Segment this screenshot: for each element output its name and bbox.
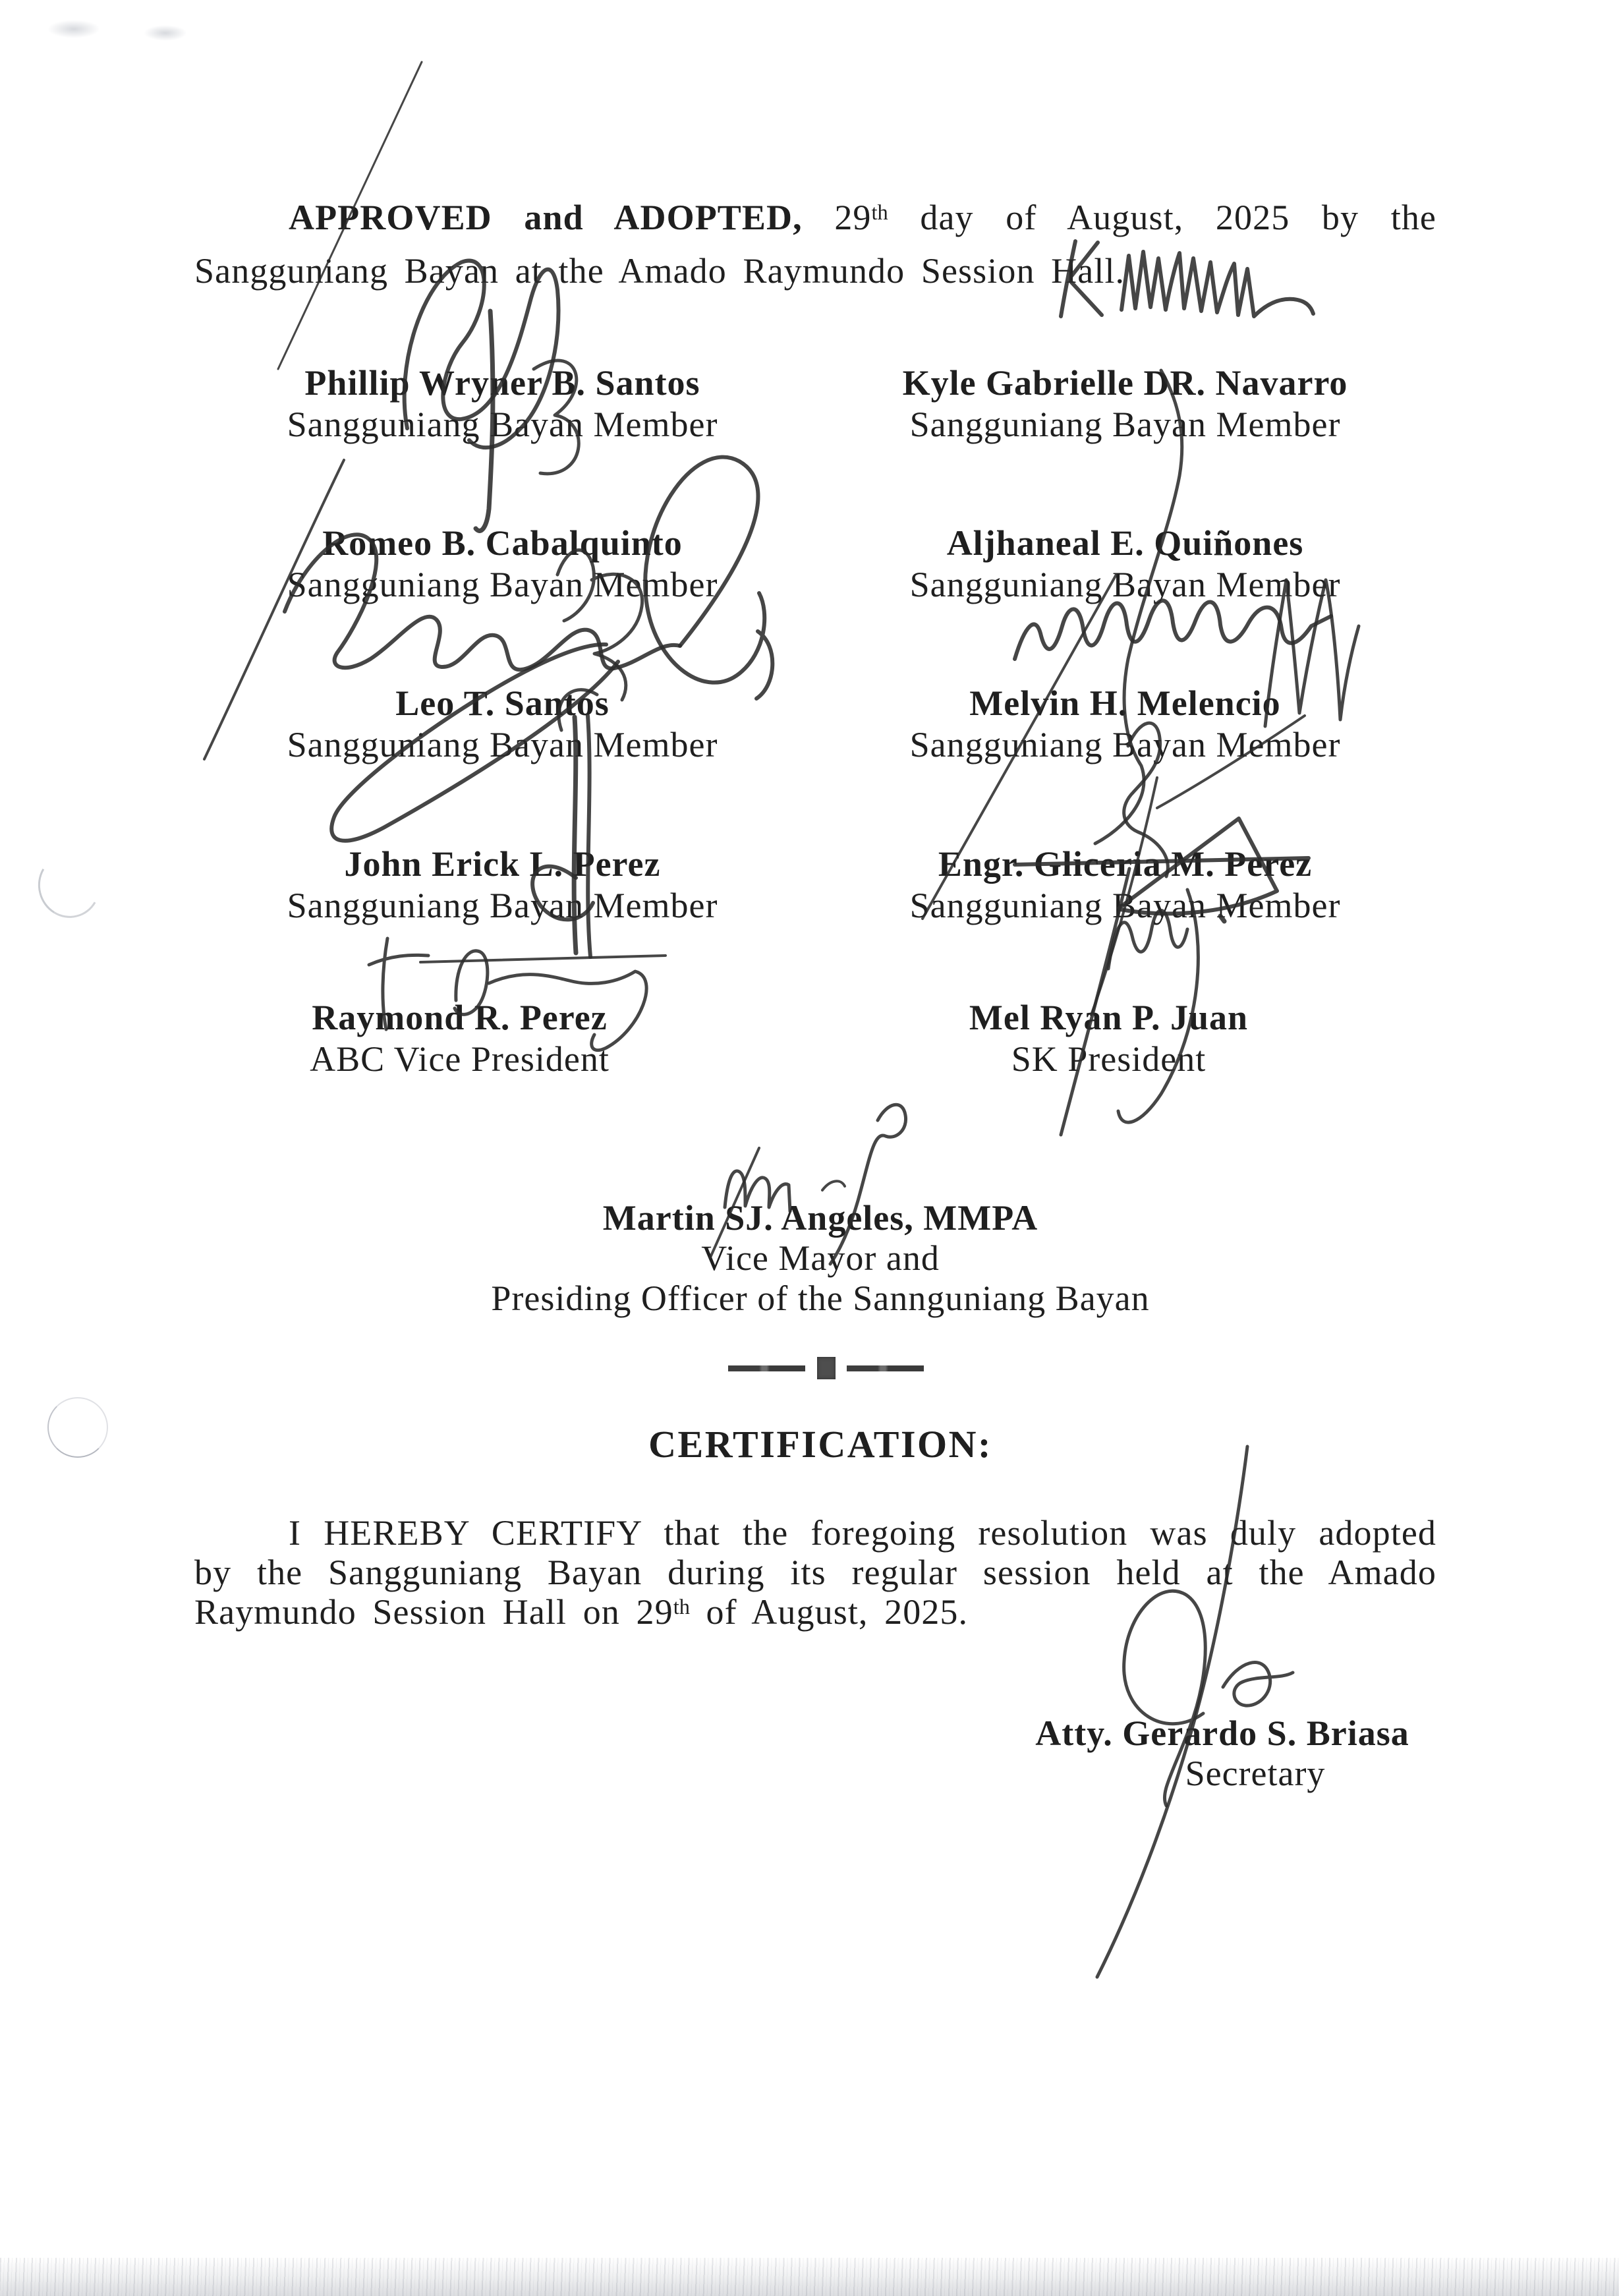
signatory-name: John Erick L. Perez — [344, 844, 661, 884]
signatory-role: Sangguniang Bayan Member — [287, 886, 718, 925]
presiding-officer-block — [194, 1198, 1446, 1319]
signatory-block-raymond-perez — [152, 997, 768, 1080]
punch-hole-ring-artifact — [32, 847, 107, 925]
approval-paragraph — [194, 194, 1436, 295]
signatory-role: SK President — [1011, 1039, 1207, 1079]
signatory-role: Sangguniang Bayan Member — [287, 405, 718, 444]
punch-hole-ring-artifact — [47, 1397, 108, 1458]
certification-line-2: by the Sangguniang Bayan during its regular session held at the Amado — [194, 1553, 1436, 1592]
presiding-officer-name: Martin SJ. Angeles, MMPA — [602, 1198, 1038, 1238]
divider-dash-right — [847, 1365, 924, 1371]
signatory-role: Sangguniang Bayan Member — [287, 725, 718, 764]
signatory-name: Romeo B. Cabalquinto — [322, 523, 683, 563]
signatory-block-mel-ryan-juan — [794, 997, 1423, 1080]
signatory-block-romeo-cabalquinto — [194, 523, 810, 606]
signatory-name: Raymond R. Perez — [312, 998, 608, 1037]
signatory-role: Sangguniang Bayan Member — [287, 565, 718, 604]
secretary-block — [959, 1713, 1486, 1794]
signatory-role: Sangguniang Bayan Member — [909, 725, 1341, 764]
approval-line-1-rest: day of August, 2025 by the — [888, 198, 1436, 237]
scan-smudge — [144, 25, 187, 41]
certification-heading: CERTIFICATION: — [648, 1423, 992, 1466]
ordinal-suffix: th — [871, 201, 888, 225]
signatory-name: Phillip Wryner B. Santos — [304, 363, 700, 403]
scan-smudge — [47, 20, 100, 38]
certification-paragraph — [194, 1513, 1436, 1637]
certification-line-3-pre: Raymundo Session Hall on 29 — [194, 1592, 673, 1632]
signatory-block-aljhaneal-quinones — [810, 523, 1440, 606]
certification-line-1: I HEREBY CERTIFY that the foregoing resolution was duly adopted — [289, 1513, 1436, 1553]
signatory-role: ABC Vice President — [310, 1039, 610, 1079]
approval-line-1 — [194, 194, 1436, 247]
ordinal-suffix: th — [673, 1595, 690, 1620]
signatory-name: Kyle Gabrielle DR. Navarro — [902, 363, 1348, 403]
divider-dash-left — [728, 1365, 805, 1371]
certification-line-3-post: of August, 2025. — [689, 1592, 969, 1632]
presiding-officer-role-line-1: Vice Mayor and — [701, 1238, 940, 1278]
secretary-role: Secretary — [1185, 1754, 1326, 1793]
approval-day-number: 29 — [802, 198, 872, 237]
section-divider — [728, 1355, 924, 1381]
signatory-block-kyle-navarro — [810, 362, 1440, 445]
signatory-block-melvin-melencio — [810, 683, 1440, 766]
divider-square — [817, 1357, 836, 1379]
signatory-name: Melvin H. Melencio — [969, 683, 1281, 723]
signatory-name: Mel Ryan P. Juan — [969, 998, 1249, 1037]
signatory-block-gliceria-perez — [810, 844, 1440, 927]
approval-line-2: Sangguniang Bayan at the Amado Raymundo Session Hall. — [194, 251, 1125, 291]
secretary-name: Atty. Gerardo S. Briasa — [1035, 1713, 1409, 1753]
signatory-role: Sangguniang Bayan Member — [909, 565, 1341, 604]
signatory-name: Leo T. Santos — [395, 683, 610, 723]
bottom-scan-noise — [0, 2258, 1619, 2296]
signatory-block-leo-santos — [194, 683, 810, 766]
signatory-role: Sangguniang Bayan Member — [909, 886, 1341, 925]
signature-phillip-santos — [278, 62, 579, 531]
signatory-block-phillip-santos — [194, 362, 810, 445]
signatory-name: Aljhaneal E. Quiñones — [946, 523, 1304, 563]
signatory-name: Engr. Gliceria M. Perez — [938, 844, 1313, 884]
signatory-block-john-erick-perez — [194, 844, 810, 927]
signatory-role: Sangguniang Bayan Member — [909, 405, 1341, 444]
certification-line-3 — [194, 1592, 1436, 1637]
approval-bold-lead: APPROVED and ADOPTED, — [289, 198, 803, 237]
presiding-officer-role-line-2: Presiding Officer of the Sannguniang Bayan — [491, 1278, 1150, 1318]
